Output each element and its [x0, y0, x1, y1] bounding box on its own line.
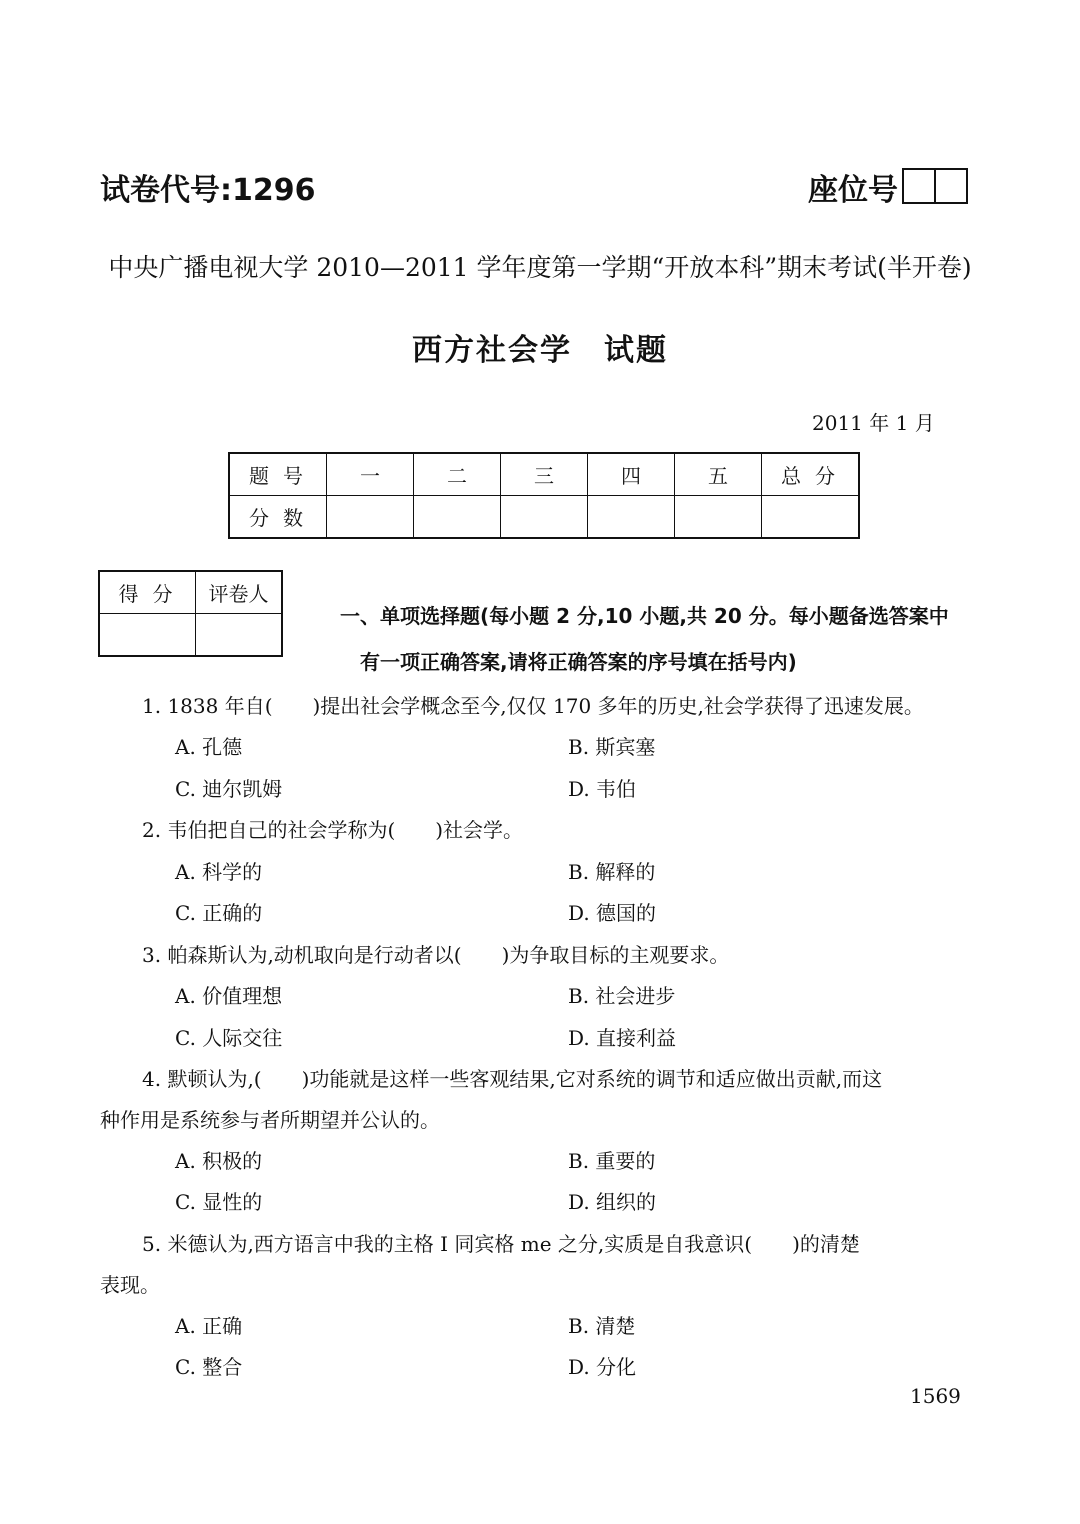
score-col-total: 总分	[762, 453, 860, 496]
seat-box-2[interactable]	[934, 170, 966, 202]
score-col-5: 五	[675, 453, 762, 496]
question-2-option-c[interactable]: C. 正确的	[175, 901, 263, 925]
page-number: 1569	[910, 1384, 961, 1408]
grader-table-header-row	[99, 571, 282, 614]
question-4-option-c[interactable]: C. 显性的	[175, 1190, 263, 1214]
grader-table	[98, 570, 283, 657]
question-1-stem: 1. 1838 年自( )提出社会学概念至今,仅仅 170 多年的历史,社会学获得了迅速发展。	[142, 694, 924, 718]
question-5-option-c[interactable]: C. 整合	[175, 1355, 243, 1379]
question-5-stem: 5. 米德认为,西方语言中我的主格 I 同宾格 me 之分,实质是自我意识( )的清楚	[142, 1232, 860, 1256]
grader-table-entry-row	[99, 614, 282, 657]
section-heading-line2: 有一项正确答案,请将正确答案的序号填在括号内)	[360, 650, 797, 674]
question-2-option-d[interactable]: D. 德国的	[568, 901, 657, 925]
score-cell-4[interactable]	[588, 496, 675, 539]
question-4-stem-continued: 种作用是系统参与者所期望并公认的。	[100, 1108, 440, 1132]
question-1-option-d[interactable]: D. 韦伯	[568, 777, 637, 801]
score-cell-2[interactable]	[414, 496, 501, 539]
question-5-option-d[interactable]: D. 分化	[568, 1355, 637, 1379]
score-table-score-row	[229, 496, 859, 539]
seat-number-boxes[interactable]	[902, 168, 968, 204]
question-1-option-c[interactable]: C. 迪尔凯姆	[175, 777, 283, 801]
section-heading-line1: 一、单项选择题(每小题 2 分,10 小题,共 20 分。每小题备选答案中	[340, 604, 949, 628]
score-col-3: 三	[501, 453, 588, 496]
score-col-2: 二	[414, 453, 501, 496]
question-4-option-b[interactable]: B. 重要的	[568, 1149, 656, 1173]
question-4-option-d[interactable]: D. 组织的	[568, 1190, 657, 1214]
score-cell-5[interactable]	[675, 496, 762, 539]
question-5-option-b[interactable]: B. 清楚	[568, 1314, 636, 1338]
question-3-option-c[interactable]: C. 人际交往	[175, 1026, 283, 1050]
seat-box-1[interactable]	[904, 170, 934, 202]
score-col-1: 一	[327, 453, 414, 496]
exam-date: 2011 年 1 月	[812, 411, 935, 435]
score-col-4: 四	[588, 453, 675, 496]
question-4-stem: 4. 默顿认为,( )功能就是这样一些客观结果,它对系统的调节和适应做出贡献,而这	[142, 1067, 883, 1091]
score-table-header-row	[229, 453, 859, 496]
grader-score-cell[interactable]	[99, 614, 196, 657]
question-5-stem-continued: 表现。	[100, 1273, 160, 1297]
question-4-option-a[interactable]: A. 积极的	[175, 1149, 263, 1173]
paper-code: 试卷代号:1296	[100, 173, 316, 208]
seat-number-field	[808, 165, 968, 209]
grader-name-cell[interactable]	[196, 614, 283, 657]
score-cell-3[interactable]	[501, 496, 588, 539]
exam-title: 西方社会学 试题	[412, 333, 668, 368]
question-5-option-a[interactable]: A. 正确	[175, 1314, 243, 1338]
question-3-option-b[interactable]: B. 社会进步	[568, 984, 676, 1008]
question-2-stem: 2. 韦伯把自己的社会学称为( )社会学。	[142, 818, 524, 842]
score-table-row2-label: 分数	[229, 496, 327, 539]
seat-label: 座位号	[808, 173, 898, 208]
question-1-option-a[interactable]: A. 孔德	[175, 735, 243, 759]
grader-score-label: 得分	[99, 571, 196, 614]
question-1-option-b[interactable]: B. 斯宾塞	[568, 735, 656, 759]
question-2-option-b[interactable]: B. 解释的	[568, 860, 656, 884]
score-table	[228, 452, 860, 539]
question-2-option-a[interactable]: A. 科学的	[175, 860, 263, 884]
grader-label: 评卷人	[196, 571, 283, 614]
score-cell-total[interactable]	[762, 496, 860, 539]
question-3-option-d[interactable]: D. 直接利益	[568, 1026, 677, 1050]
score-cell-1[interactable]	[327, 496, 414, 539]
exam-header: 中央广播电视大学 2010—2011 学年度第一学期“开放本科”期末考试(半开卷)	[108, 253, 972, 282]
question-3-stem: 3. 帕森斯认为,动机取向是行动者以( )为争取目标的主观要求。	[142, 943, 730, 967]
question-3-option-a[interactable]: A. 价值理想	[175, 984, 283, 1008]
score-table-row1-label: 题号	[229, 453, 327, 496]
